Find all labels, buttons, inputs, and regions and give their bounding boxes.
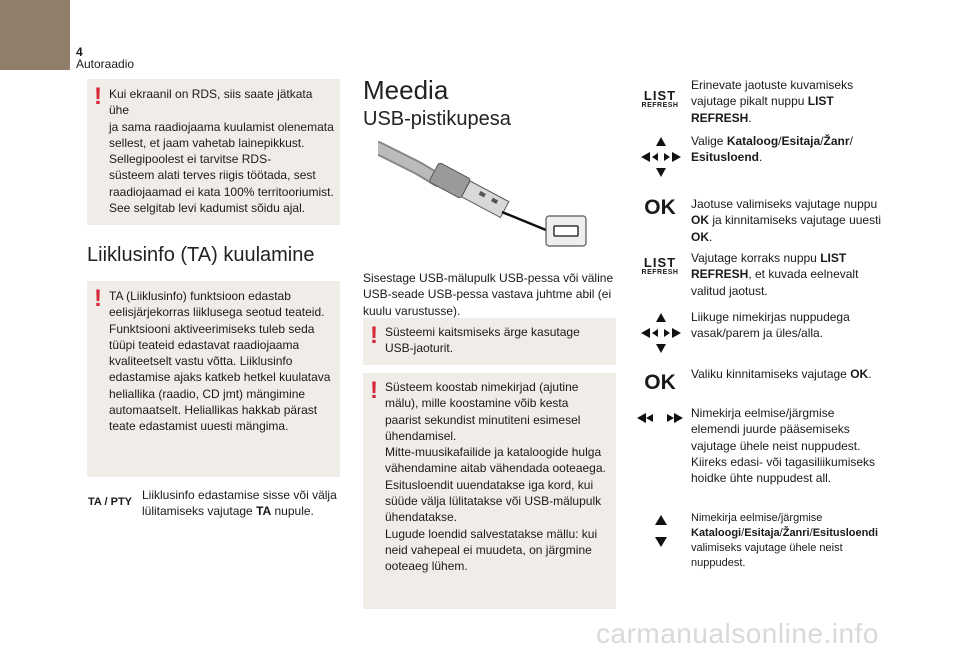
row-list-short-text: Vajutage korraks nuppu LIST REFRESH, et kuvada eelnevalt valitud jaotust. [691, 251, 859, 298]
ta-pty-button-icon: TA / PTY [88, 496, 132, 508]
left-right-arrows-icon [636, 410, 684, 426]
usb-intro-text: Sisestage USB-mälupulk USB-pessa või väline USB-seade USB-pessa vastava juhtme abil (ei kuulu varustusse). [363, 271, 614, 318]
chapter-tab [0, 0, 70, 70]
usb-heading: USB-pistikupesa [363, 108, 511, 130]
ok-button-icon: OK [644, 196, 676, 219]
row-ok-confirm-text: Valiku kinnitamiseks vajutage OK. [691, 367, 872, 381]
usb-hub-note-text: Süsteemi kaitsmiseks ärge kasutage USB-jaoturit. [385, 325, 580, 356]
refresh-label: REFRESH [641, 268, 679, 276]
row-prev-next-folder-text: Nimekirja eelmise/järgmise Kataloogi/Esitaja/Žanri/Esitusloendi valimiseks vajutage ühele neist nuppudest. [691, 512, 879, 569]
row-navigate-text: Liikuge nimekirjas nuppudega vasak/parem ja üles/alla. [691, 310, 850, 341]
rds-note-text: Kui ekraanil on RDS, siis saate jätkata ühe ja sama raadiojaama kuulamist olenemata sellest, et jaam vahetab lainepikkust. Sellegipoolest ei tarvitse RDS- süsteem alati terves riigis töötada, sest raadiojaamad ei kata 100% territooriumist. See selgitab levi kadumist sõidu ajal. [109, 87, 334, 216]
ok-button-icon: OK [644, 371, 676, 394]
warning-icon: ! [94, 285, 102, 312]
usb-lists-note-text: Süsteem koostab nimekirjad (ajutine mälu), mille koostamine võib kesta paarist sekundist minutiteni esimesel ühendamisel. Mitte-muusikafailide ja kataloogide hulga vähendamine aitab vähendada ooteaega. Esitusloendit uuendatakse iga kord, kui süüde välja lülitatakse või USB-mälupulk ühendatakse. Lugude loendid salvestatakse mällu: kui neid vahepeal ei muudeta, on järgmine ooteaeg lühem. [385, 380, 606, 574]
list-refresh-button-icon [636, 84, 684, 114]
usb-hub-note [363, 318, 616, 365]
four-way-arrows-icon [638, 310, 684, 356]
watermark: carmanualsonline.info [596, 618, 879, 649]
section-title: Autoraadio [76, 57, 135, 71]
row-select-category-text: Valige Kataloog/Esitaja/Žanr/ Esitusloend. [691, 134, 853, 165]
list-refresh-button-icon [636, 251, 684, 281]
warning-icon: ! [370, 322, 378, 349]
usb-illustration [378, 138, 588, 250]
four-way-arrows-icon [638, 134, 684, 180]
media-heading: Meedia [363, 75, 449, 105]
warning-icon: ! [370, 377, 378, 404]
page-number: 4 [76, 45, 83, 59]
list-label: LIST [643, 87, 677, 103]
rds-note [87, 79, 340, 225]
usb-lists-note [363, 373, 616, 609]
up-down-arrows-icon [652, 514, 670, 548]
ta-row-text: Liiklusinfo edastamise sisse või välja lülitamiseks vajutage TA nupule. [142, 488, 337, 519]
ta-note-text: TA (Liiklusinfo) funktsioon edastab eelisjärjekorras liiklusega seotud teateid. Funktsiooni aktiveerimiseks tuleb seda tüüpi teateid edastavat raadiojaama kvaliteetselt vastu võtta. Liiklusinfo edastamise ajaks katkeb hetkel kuulatava heliallika (raadio, CD jmt) mängimine automaatselt. Heliallikas hakkab pärast teate edastamist uuesti mängima. [109, 289, 331, 434]
ta-heading: Liiklusinfo (TA) kuulamine [87, 244, 315, 266]
warning-icon: ! [94, 83, 102, 110]
ta-note [87, 281, 340, 477]
row-ok-select-text: Jaotuse valimiseks vajutage nuppu OK ja kinnitamiseks vajutage uuesti OK. [691, 197, 882, 244]
list-label: LIST [643, 254, 677, 270]
row-list-long-text: Erinevate jaotuste kuvamiseks vajutage pikalt nuppu LIST REFRESH. [691, 78, 854, 125]
refresh-label: REFRESH [641, 101, 679, 109]
row-prev-next-text: Nimekirja eelmise/järgmise elemendi juurde pääsemiseks vajutage ühele neist nuppudest. Kiireks edasi- või tagasiliikumiseks hoidke ühte nuppudest all. [691, 406, 876, 486]
